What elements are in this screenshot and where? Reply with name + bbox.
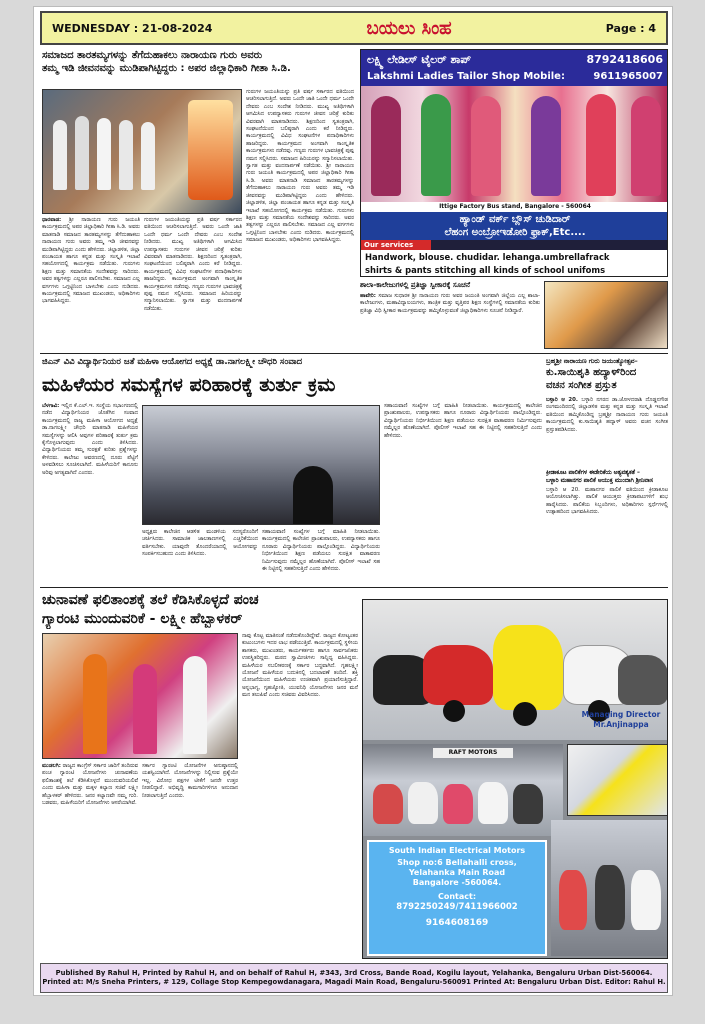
imprint-line2: Printed at: M/s Sneha Printers, # 129, Collage Stop Kempegowdanagara, Magadi Main Road, Bengaluru-560091 Printed At: Bengaluru Urban Dist. Editor: Rahul H. bbox=[42, 978, 666, 986]
article5-body-mid: ಸರ್ಕಾರ ಗ್ಯಾರಂಟಿ ಯೋಜನೆಗಳ ಅನುಷ್ಠಾನದಲ್ಲಿ ಯಶಸ್ವಿಯಾಗಿದೆ. ಯೋಜನೆಗಳನ್ನು ನಿಲ್ಲಿಸುವ ಪ್ರಶ್ನೆಯೇ ಇಲ್ಲ. ವಿರೋಧ ಪಕ್ಷಗಳ ಟೀಕೆಗೆ ಜನರೇ ಉತ್ತರ ನೀಡಲಿದ್ದಾರೆ. ಅಭಿವೃದ್ಧಿ ಕಾಮಗಾರಿಗಳಿಗೂ ಅನುದಾನ ನೀಡಲಾಗುತ್ತಿದೆ ಎಂದರು. bbox=[142, 763, 238, 799]
scooter-lineup-item bbox=[595, 865, 625, 930]
article4-body-left bbox=[42, 403, 138, 581]
article3-headline bbox=[546, 357, 668, 392]
person-figure bbox=[97, 118, 111, 190]
ad2-address-line2: Yelahanka Main Road bbox=[408, 868, 506, 877]
ad2-contact-box bbox=[367, 840, 547, 956]
tailor-ad-title-en: Lakshmi Ladies Tailor Shop Mobile: bbox=[367, 71, 565, 82]
article5-photo bbox=[42, 633, 238, 759]
tailor-ad-services-line1: Handwork, blouse. chudidar. lehanga.umbrellafrack bbox=[365, 252, 610, 262]
article5-dateline: ಮುಡಲಗಿ: bbox=[42, 763, 61, 769]
person-figure bbox=[53, 120, 67, 190]
article1-body-left bbox=[42, 217, 140, 345]
ad2-phone1: 8792250249/7411966002 bbox=[396, 902, 518, 912]
ad2-showroom-photo bbox=[567, 744, 668, 816]
tailor-ad-kn-line2: ಲೆಹಂಗ ಅಂಬ್ರೋಇಡೋರಿ ಫ್ರಾಕ್,Etc.... bbox=[444, 227, 586, 238]
person-figure bbox=[75, 116, 89, 190]
scooter-row-item bbox=[408, 782, 438, 824]
tailor-ad-address: Ittige Factory Bus stand, Bangalore - 560064 bbox=[361, 202, 668, 212]
scooter-yellow bbox=[493, 625, 563, 710]
article1-body-mid bbox=[144, 217, 242, 345]
managing-director-label bbox=[573, 710, 668, 730]
article1-headline-line2: ತಮ್ಮ ಇಡಿ ಜೀವನವನ್ನು ಮುಡಿಪಾಗಿಟ್ಟಿದ್ದರು : ಅಪರ ಜಿಲ್ಲಾಧಿಕಾರಿ ಗೀತಾ ಸಿ.ಡಿ. bbox=[42, 63, 291, 74]
person-figure bbox=[183, 656, 207, 754]
article5-headline-line2: ಗ್ಯಾರಂಟಿ ಮುಂದುವರಿಕೆ - ಲಕ್ಷ್ಮೀ ಹೆಬ್ಬಾಳಕರ್ bbox=[42, 611, 243, 627]
issue-date: WEDNESDAY : 21-08-2024 bbox=[52, 21, 213, 35]
speaker-figure bbox=[293, 466, 333, 525]
model-figure bbox=[421, 94, 451, 196]
article2-body bbox=[360, 293, 540, 349]
article3-dateline: ಬಳ್ಳಾರಿ ಆ 20. bbox=[546, 397, 578, 403]
article3-subbody: ಬಳ್ಳಾರಿ ಆ 20. ಮಹಾನಗರ ಪಾಲಿಕೆ ವತಿಯಿಂದ ಕ್ರೀಡಾಕೂಟ ಆಯೋಜಿಸಲಾಗಿತ್ತು. ಪಾಲಿಕೆ ಆಯುಕ್ತರು ಕ್ರೀಡಾಪಟುಗಳಿಗೆ ಶುಭ ಹಾರೈಸಿದರು. ಪಾಲಿಕೆಯ ಸಿಬ್ಬಂದಿಗಳು, ಅಧಿಕಾರಿಗಳು ಸ್ಪರ್ಧೆಗಳಲ್ಲಿ ಉತ್ಸಾಹದಿಂದ ಭಾಗವಹಿಸಿದರು. bbox=[546, 487, 668, 516]
article2-dateline: ಹಾವೇರಿ: bbox=[360, 293, 376, 299]
article4-dateline: ಬೆಳಗಾವಿ: bbox=[42, 403, 60, 409]
model-figure bbox=[586, 94, 616, 196]
ad2-phone2: 9164608169 bbox=[425, 918, 489, 928]
article5-headline bbox=[42, 591, 357, 629]
tailor-ad-kn-line1: ಹ್ಯಾಂಡ್ ವರ್ಕ್ ಬ್ಲೌಸ್ ಚುಡಿದಾರ್ bbox=[459, 214, 571, 225]
model-figure bbox=[471, 96, 501, 196]
article1-body-right-text: ಗುರುಗಳ ಜಯಂತಿಯನ್ನು ಪ್ರತಿ ವರ್ಷ ಸರ್ಕಾರದ ವತಿಯಿಂದ ಆಚರಿಸಲಾಗುತ್ತಿದೆ. ಅವರು ಒಂದೇ ಜಾತಿ ಒಂದೇ ಧರ್ಮ ಒಂದೇ ದೇವರು ಎಂಬ ಸಂದೇಶ ನೀಡಿದರು. ಮುಖ್ಯ ಅತಿಥಿಗಳಾಗಿ ಆಗಮಿಸಿದ ಉಪನ್ಯಾಸಕರು ಗುರುಗಳ ಜೀವನ ಚರಿತ್ರೆ ಕುರಿತು ವಿವರವಾಗಿ ಮಾತನಾಡಿದರು. ಶಿಕ್ಷಣದಿಂದ ಸ್ವತಂತ್ರರಾಗಿ, ಸಂಘಟನೆಯಿಂದ ಬಲಿಷ್ಠರಾಗಿ ಎಂದು ಕರೆ ನೀಡಿದ್ದರು. ಕಾರ್ಯಕ್ರಮದಲ್ಲಿ ವಿವಿಧ ಸಂಘಟನೆಗಳ ಪದಾಧಿಕಾರಿಗಳು ಹಾಜರಿದ್ದರು. ಕಾರ್ಯಕ್ರಮದ ಅಂಗವಾಗಿ ಸಾಂಸ್ಕೃತಿಕ ಕಾರ್ಯಕ್ರಮಗಳು ನಡೆದವು. ಗಣ್ಯರು ಗುರುಗಳ ಭಾವಚಿತ್ರಕ್ಕೆ ಪುಷ್ಪ ನಮನ ಸಲ್ಲಿಸಿದರು. ಸಮಾಜದ ಹಿರಿಯರನ್ನು ಸನ್ಮಾನಿಸಲಾಯಿತು. ಸ್ವಾಗತ ಮತ್ತು ವಂದನಾರ್ಪಣೆ ನಡೆಯಿತು. bbox=[246, 89, 354, 170]
ad2-address-line1: Shop no:6 Bellahalli cross, bbox=[397, 858, 517, 867]
ad2-contact-label: Contact: bbox=[437, 892, 477, 901]
ad2-store-photo bbox=[363, 744, 563, 836]
tailor-ad-phone1: 8792418606 bbox=[586, 53, 663, 66]
article3-subheadline bbox=[546, 469, 668, 485]
swamiji-figure bbox=[83, 654, 107, 754]
section-divider bbox=[40, 587, 668, 588]
article3-headline-line2: ಕು.ಸಾಯಿಶೃತಿ ಹದ್ಯಾಳ್‌ರಿಂದ bbox=[546, 367, 637, 378]
ad2-address-line3: Bangalore -560064. bbox=[412, 878, 502, 887]
newspaper-title: ಬಯಲು ಸಿಂಹ bbox=[366, 17, 452, 39]
scooter-row-item bbox=[443, 784, 473, 824]
article1-body-left-text: ಶ್ರೀ ನಾರಾಯಣ ಗುರು ಜಯಂತಿ ಕಾರ್ಯಕ್ರಮದಲ್ಲಿ ಅಪರ ಜಿಲ್ಲಾಧಿಕಾರಿ ಗೀತಾ ಸಿ.ಡಿ. ಅವರು ಮಾತನಾಡಿ ಸಮಾಜದ ತಾರತಮ್ಯಗಳನ್ನು ತೆಗೆದುಹಾಕಲು ನಾರಾಯಣ ಗುರು ಅವರು ತಮ್ಮ ಇಡಿ ಜೀವನವನ್ನು ಮುಡಿಪಾಗಿಟ್ಟಿದ್ದರು ಎಂದು ಹೇಳಿದರು. ಜಿಲ್ಲಾಡಳಿತ, ಜಿಲ್ಲಾ ಪಂಚಾಯತ ಹಾಗೂ ಕನ್ನಡ ಮತ್ತು ಸಂಸ್ಕೃತಿ ಇಲಾಖೆ ಸಹಯೋಗದಲ್ಲಿ ಕಾರ್ಯಕ್ರಮ ನಡೆಯಿತು. ಗುರುಗಳು ಶಿಕ್ಷಣ ಮತ್ತು ಸಮಾನತೆಯ ಸಂದೇಶವನ್ನು ಸಾರಿದರು. ಅವರ ತತ್ವಗಳನ್ನು ಎಲ್ಲರೂ ಪಾಲಿಸಬೇಕು. ಸಮಾಜದ ಎಲ್ಲ ವರ್ಗಗಳು ಒಗ್ಗಟ್ಟಿನಿಂದ ಬಾಳಬೇಕು ಎಂದು ನುಡಿದರು. ಕಾರ್ಯಕ್ರಮದಲ್ಲಿ ಸಮಾಜದ ಮುಖಂಡರು, ಅಧಿಕಾರಿಗಳು ಭಾಗವಹಿಸಿದ್ದರು. bbox=[42, 217, 140, 305]
article4-headline: ಮಹಿಳೆಯರ ಸಮಸ್ಯೆಗಳ ಪರಿಹಾರಕ್ಕೆ ತುರ್ತು ಕ್ರಮ bbox=[42, 374, 336, 396]
ad2-hero-photo bbox=[363, 600, 668, 740]
article3-subheadline-line2: ಬಳ್ಳಾರಿ ಮಹಾನಗರ ಪಾಲಿಕೆ ಆಯುಕ್ತ ಮುಂದಾಗಿ ಶ್ರೀನಿವಾಸ bbox=[546, 478, 653, 484]
md-label-line1: Managing Director bbox=[581, 710, 661, 719]
article1-headline bbox=[42, 49, 357, 75]
article4-kicker: ಜಿಎನ್ ವಿವಿ ವಿದ್ಯಾರ್ಥಿನಿಯರ ಜತೆ ಮಹಿಳಾ ಆಯೋಗದ ಅಧ್ಯಕ್ಷೆ ಡಾ.ನಾಗಲಕ್ಷ್ಮೀ ಚೌಧರಿ ಸಂವಾದ bbox=[42, 357, 303, 367]
article1-headline-line1: ಸಮಾಜದ ತಾರತಮ್ಯಗಳನ್ನು ತೆಗೆದುಹಾಕಲು ನಾರಾಯಣ ಗುರು ಅವರು bbox=[42, 50, 263, 61]
article1-photo bbox=[42, 89, 242, 214]
tailor-ad-kn-services bbox=[361, 212, 668, 240]
scooter-grey bbox=[618, 655, 668, 705]
model-figure bbox=[631, 96, 661, 196]
tailor-ad-services-label: Our services bbox=[361, 240, 431, 250]
tailor-ad-english-bar bbox=[361, 70, 668, 86]
tailor-ad-photo-strip bbox=[361, 86, 668, 204]
ad2-shop-name: South Indian Electrical Motors bbox=[388, 846, 526, 855]
md-label-line2: Mr.Anjinappa bbox=[593, 720, 649, 729]
article4-body-mid2: ಸಹಾಯವಾಣಿ ಸಂಖ್ಯೆಗಳ ಬಗ್ಗೆ ಮಾಹಿತಿ ನೀಡಲಾಯಿತು. ಕಾರ್ಯಕ್ರಮದಲ್ಲಿ ಕಾಲೇಜಿನ ಪ್ರಾಂಶುಪಾಲರು, ಉಪನ್ಯಾಸಕರು ಹಾಗೂ ನೂರಾರು ವಿದ್ಯಾರ್ಥಿನಿಯರು ಪಾಲ್ಗೊಂಡಿದ್ದರು. ವಿದ್ಯಾರ್ಥಿನಿಯರು ನಿರ್ಭೀತಿಯಿಂದ ಶಿಕ್ಷಣ ಪಡೆಯಲು ಸುರಕ್ಷಿತ ವಾತಾವರಣ ನಿರ್ಮಿಸುವುದು ನಮ್ಮೆಲ್ಲರ ಹೊಣೆಯಾಗಿದೆ. ಪೊಲೀಸ್ ಇಲಾಖೆ ಸಹ ಈ ನಿಟ್ಟಿನಲ್ಲಿ ಸಹಕರಿಸುತ್ತಿದೆ ಎಂದು ಹೇಳಿದರು. bbox=[262, 529, 380, 573]
tailor-ad-title-bar bbox=[361, 50, 668, 70]
article3-body-text: ಬಳ್ಳಾರಿ ನಗರದ ಡಾ.ಜೋಳದರಾಶಿ ದೊಡ್ಡನಗೌಡ ರಂಗಮಂದಿರದಲ್ಲಿ ಜಿಲ್ಲಾಡಳಿತ ಮತ್ತು ಕನ್ನಡ ಮತ್ತು ಸಂಸ್ಕೃತಿ ಇಲಾಖೆ ವತಿಯಿಂದ ಹಮ್ಮಿಕೊಂಡಿದ್ದ ಬ್ರಹ್ಮಶ್ರೀ ನಾರಾಯಣ ಗುರು ಜಯಂತಿ ಕಾರ್ಯಕ್ರಮದಲ್ಲಿ ಕು.ಸಾಯಿಶೃತಿ ಹದ್ಯಾಳ್ ಅವರು ವಚನ ಸಂಗೀತ ಪ್ರಸ್ತುತಪಡಿಸಿದರು. bbox=[546, 397, 668, 433]
article5-body-right: ನಾವು ಕೊಟ್ಟ ಮಾತಿನಂತೆ ನಡೆದುಕೊಂಡಿದ್ದೇವೆ. ರಾಜ್ಯದ ಕೋಟ್ಯಂತರ ಕುಟುಂಬಗಳು ಇದರ ಲಾಭ ಪಡೆಯುತ್ತಿವೆ. ಕಾರ್ಯಕ್ರಮದಲ್ಲಿ ಸ್ಥಳೀಯ ಶಾಸಕರು, ಮುಖಂಡರು, ಕಾರ್ಯಕರ್ತರು ಹಾಗೂ ಸಾರ್ವಜನಿಕರು ಉಪಸ್ಥಿತರಿದ್ದರು. ಮಠದ ಸ್ವಾಮೀಜಿಗಳು ಸಾನ್ನಿಧ್ಯ ವಹಿಸಿದ್ದರು. ಮಹಿಳೆಯರ ಸಬಲೀಕರಣಕ್ಕೆ ಸರ್ಕಾರ ಬದ್ಧವಾಗಿದೆ. ಗೃಹಲಕ್ಷ್ಮೀ ಯೋಜನೆ ಮಹಿಳೆಯರ ಬದುಕಿನಲ್ಲಿ ಬದಲಾವಣೆ ತಂದಿದೆ. ಶಕ್ತಿ ಯೋಜನೆಯಿಂದ ಮಹಿಳೆಯರು ಉಚಿತವಾಗಿ ಪ್ರಯಾಣಿಸುತ್ತಿದ್ದಾರೆ. ಅನ್ನಭಾಗ್ಯ, ಗೃಹಜ್ಯೋತಿ, ಯುವನಿಧಿ ಯೋಜನೆಗಳು ಜನರ ಮನೆ ಮನ ತಲುಪಿವೆ ಎಂದು ಸಚಿವರು ವಿವರಿಸಿದರು. bbox=[242, 633, 358, 699]
tailor-ad-services-en bbox=[361, 250, 668, 277]
article2-photo bbox=[544, 281, 668, 349]
article1-dateline: ಧಾರವಾಡ: bbox=[42, 217, 62, 223]
portrait-frame bbox=[188, 100, 233, 200]
scooter-lineup-item bbox=[631, 870, 661, 930]
masthead bbox=[40, 11, 668, 45]
person-figure bbox=[141, 122, 155, 190]
wheel bbox=[443, 700, 465, 722]
article2-body-text: ಸಮಾಜ ಸುಧಾರಕ ಶ್ರೀ ನಾರಾಯಣ ಗುರು ಅವರ ಜಯಂತಿ ಅಂಗವಾಗಿ ಜಿಲ್ಲೆಯ ಎಲ್ಲ ಶಾಲಾ-ಕಾಲೇಜುಗಳು, ಮಹಾವಿದ್ಯಾಲಯಗಳು, ತಾಂತ್ರಿಕ ಮತ್ತು ವೃತ್ತಿಪರ ಶಿಕ್ಷಣ ಸಂಸ್ಥೆಗಳಲ್ಲಿ ಸಮಾನತೆಯ ಕುರಿತು ಪ್ರತಿಜ್ಞಾ ವಿಧಿ ಸ್ವೀಕಾರ ಕಾರ್ಯಕ್ರಮವನ್ನು ಹಮ್ಮಿಕೊಳ್ಳುವಂತೆ ಜಿಲ್ಲಾಧಿಕಾರಿಗಳು ಸೂಚನೆ ನೀಡಿದ್ದಾರೆ. bbox=[360, 293, 540, 314]
scooter-lineup-item bbox=[559, 870, 587, 930]
article3-headline-line3: ವಚನ ಸಂಗೀತ ಪ್ರಸ್ತುತ bbox=[546, 380, 617, 391]
article2-headline: ಶಾಲಾ-ಕಾಲೇಜುಗಳಲ್ಲಿ ಪ್ರತಿಜ್ಞಾ ಸ್ವೀಕಾರಕ್ಕೆ ಸೂಚನೆ bbox=[360, 281, 470, 289]
article4-body-left-text: ಇಲ್ಲಿನ ಕೆ.ಎಲ್.ಇ. ಸಂಸ್ಥೆಯ ಸಭಾಂಗಣದಲ್ಲಿ ನಡೆದ ವಿದ್ಯಾರ್ಥಿನಿಯರ ಜೊತೆಗಿನ ಸಂವಾದ ಕಾರ್ಯಕ್ರಮದಲ್ಲಿ ರಾಜ್ಯ ಮಹಿಳಾ ಆಯೋಗದ ಅಧ್ಯಕ್ಷೆ ಡಾ.ನಾಗಲಕ್ಷ್ಮೀ ಚೌಧರಿ ಮಾತನಾಡಿ ಮಹಿಳೆಯರ ಸಮಸ್ಯೆಗಳನ್ನು ಆಲಿಸಿ ಅವುಗಳ ಪರಿಹಾರಕ್ಕೆ ತುರ್ತು ಕ್ರಮ ಕೈಗೊಳ್ಳಲಾಗುವುದು ಎಂದು ತಿಳಿಸಿದರು. ವಿದ್ಯಾರ್ಥಿನಿಯರು ತಮ್ಮ ಸುರಕ್ಷತೆ ಕುರಿತು ಪ್ರಶ್ನೆಗಳನ್ನು ಕೇಳಿದರು. ಕಾಲೇಜು ಆವರಣದಲ್ಲಿ ದೂರು ಪೆಟ್ಟಿಗೆ ಅಳವಡಿಸಲು ಸೂಚಿಸಲಾಗಿದೆ. ಮಹಿಳೆಯರಿಗೆ ಕಾನೂನು ಅರಿವು ಅಗತ್ಯವಾಗಿದೆ ಎಂದರು. bbox=[42, 403, 138, 476]
tailor-ad-services-line2: shirts & pants stitching all kinds of school unifoms bbox=[365, 265, 606, 275]
article1-body-mid-text: ಗುರುಗಳ ಜಯಂತಿಯನ್ನು ಪ್ರತಿ ವರ್ಷ ಸರ್ಕಾರದ ವತಿಯಿಂದ ಆಚರಿಸಲಾಗುತ್ತಿದೆ. ಅವರು ಒಂದೇ ಜಾತಿ ಒಂದೇ ಧರ್ಮ ಒಂದೇ ದೇವರು ಎಂಬ ಸಂದೇಶ ನೀಡಿದರು. ಮುಖ್ಯ ಅತಿಥಿಗಳಾಗಿ ಆಗಮಿಸಿದ ಉಪನ್ಯಾಸಕರು ಗುರುಗಳ ಜೀವನ ಚರಿತ್ರೆ ಕುರಿತು ವಿವರವಾಗಿ ಮಾತನಾಡಿದರು. ಶಿಕ್ಷಣದಿಂದ ಸ್ವತಂತ್ರರಾಗಿ, ಸಂಘಟನೆಯಿಂದ ಬಲಿಷ್ಠರಾಗಿ ಎಂದು ಕರೆ ನೀಡಿದ್ದರು. ಕಾರ್ಯಕ್ರಮದಲ್ಲಿ ವಿವಿಧ ಸಂಘಟನೆಗಳ ಪದಾಧಿಕಾರಿಗಳು ಹಾಜರಿದ್ದರು. ಕಾರ್ಯಕ್ರಮದ ಅಂಗವಾಗಿ ಸಾಂಸ್ಕೃತಿಕ ಕಾರ್ಯಕ್ರಮಗಳು ನಡೆದವು. ಗಣ್ಯರು ಗುರುಗಳ ಭಾವಚಿತ್ರಕ್ಕೆ ಪುಷ್ಪ ನಮನ ಸಲ್ಲಿಸಿದರು. ಸಮಾಜದ ಹಿರಿಯರನ್ನು ಸನ್ಮಾನಿಸಲಾಯಿತು. ಸ್ವಾಗತ ಮತ್ತು ವಂದನಾರ್ಪಣೆ ನಡೆಯಿತು. bbox=[144, 217, 242, 312]
ad2-scooter-lineup-photo bbox=[551, 820, 668, 956]
scooter-row-item bbox=[478, 782, 508, 824]
tailor-ad-phone2: 9611965007 bbox=[593, 71, 663, 82]
person-figure bbox=[119, 120, 133, 190]
tailor-ad-title: ಲಕ್ಷ್ಮಿ ಲೇಡೀಸ್ ಟೈಲರ್ ಶಾಪ್ bbox=[367, 53, 472, 66]
article4-photo bbox=[142, 405, 380, 525]
electric-motors-ad bbox=[362, 599, 668, 959]
article3-body bbox=[546, 397, 668, 465]
article4-body-mid: ಅಧ್ಯಕ್ಷರು ಕಾಲೇಜಿನ ಆಡಳಿತ ಮಂಡಳಿಯ ಸದಸ್ಯರೊಂದಿಗೆ ಚರ್ಚಿಸಿದರು. ಸಾಮಾಜಿಕ ಜಾಲತಾಣಗಳಲ್ಲಿ ಎಚ್ಚರಿಕೆಯಿಂದ ವರ್ತಿಸಬೇಕು. ಯಾವುದೇ ತೊಂದರೆಯಾದಲ್ಲಿ ಆಯೋಗವನ್ನು ಸಂಪರ್ಕಿಸಬಹುದು ಎಂದು ತಿಳಿಸಿದರು. bbox=[142, 529, 258, 558]
minister-figure bbox=[133, 664, 157, 754]
model-figure bbox=[371, 96, 401, 196]
article5-body-left-text: ರಾಜ್ಯದ ಕಾಂಗ್ರೆಸ್ ಸರ್ಕಾರ ಜಾರಿಗೆ ತಂದಿರುವ ಪಂಚ ಗ್ಯಾರಂಟಿ ಯೋಜನೆಗಳು ಚುನಾವಣೆಯ ಫಲಿತಾಂಶಕ್ಕೆ ತಲೆ ಕೆಡಿಸಿಕೊಳ್ಳದೆ ಮುಂದುವರಿಯಲಿವೆ ಎಂದು ಮಹಿಳಾ ಮತ್ತು ಮಕ್ಕಳ ಕಲ್ಯಾಣ ಸಚಿವೆ ಲಕ್ಷ್ಮೀ ಹೆಬ್ಬಾಳಕರ್ ಹೇಳಿದರು. ಜನರ ಕಲ್ಯಾಣವೇ ನಮ್ಮ ಗುರಿ. ಬಡವರು, ಮಹಿಳೆಯರಿಗೆ ಯೋಜನೆಗಳು ಆಸರೆಯಾಗಿವೆ. bbox=[42, 763, 138, 807]
store-sign: RAFT MOTORS bbox=[433, 748, 513, 758]
article4-body-right: ಸಹಾಯವಾಣಿ ಸಂಖ್ಯೆಗಳ ಬಗ್ಗೆ ಮಾಹಿತಿ ನೀಡಲಾಯಿತು. ಕಾರ್ಯಕ್ರಮದಲ್ಲಿ ಕಾಲೇಜಿನ ಪ್ರಾಂಶುಪಾಲರು, ಉಪನ್ಯಾಸಕರು ಹಾಗೂ ನೂರಾರು ವಿದ್ಯಾರ್ಥಿನಿಯರು ಪಾಲ್ಗೊಂಡಿದ್ದರು. ವಿದ್ಯಾರ್ಥಿನಿಯರು ನಿರ್ಭೀತಿಯಿಂದ ಶಿಕ್ಷಣ ಪಡೆಯಲು ಸುರಕ್ಷಿತ ವಾತಾವರಣ ನಿರ್ಮಿಸುವುದು ನಮ್ಮೆಲ್ಲರ ಹೊಣೆಯಾಗಿದೆ. ಪೊಲೀಸ್ ಇಲಾಖೆ ಸಹ ಈ ನಿಟ್ಟಿನಲ್ಲಿ ಸಹಕರಿಸುತ್ತಿದೆ ಎಂದು ಹೇಳಿದರು. bbox=[384, 403, 542, 439]
article3-headline-line1: ಬ್ರಹ್ಮಶ್ರೀ ನಾರಾಯಣ ಗುರು ಜಯಂತ್ಯೋತ್ಸವ– bbox=[546, 357, 638, 365]
article5-body-left bbox=[42, 763, 138, 959]
page-number: Page : 4 bbox=[605, 21, 656, 35]
newspaper-page bbox=[33, 6, 673, 996]
scooter-row-item bbox=[373, 784, 403, 824]
article1-body-right-text-cont: ಶ್ರೀ ನಾರಾಯಣ ಗುರು ಜಯಂತಿ ಕಾರ್ಯಕ್ರಮದಲ್ಲಿ ಅಪರ ಜಿಲ್ಲಾಧಿಕಾರಿ ಗೀತಾ ಸಿ.ಡಿ. ಅವರು ಮಾತನಾಡಿ ಸಮಾಜದ ತಾರತಮ್ಯಗಳನ್ನು ತೆಗೆದುಹಾಕಲು ನಾರಾಯಣ ಗುರು ಅವರು ತಮ್ಮ ಇಡಿ ಜೀವನವನ್ನು ಮುಡಿಪಾಗಿಟ್ಟಿದ್ದರು ಎಂದು ಹೇಳಿದರು. ಜಿಲ್ಲಾಡಳಿತ, ಜಿಲ್ಲಾ ಪಂಚಾಯತ ಹಾಗೂ ಕನ್ನಡ ಮತ್ತು ಸಂಸ್ಕೃತಿ ಇಲಾಖೆ ಸಹಯೋಗದಲ್ಲಿ ಕಾರ್ಯಕ್ರಮ ನಡೆಯಿತು. ಗುರುಗಳು ಶಿಕ್ಷಣ ಮತ್ತು ಸಮಾನತೆಯ ಸಂದೇಶವನ್ನು ಸಾರಿದರು. ಅವರ ತತ್ವಗಳನ್ನು ಎಲ್ಲರೂ ಪಾಲಿಸಬೇಕು. ಸಮಾಜದ ಎಲ್ಲ ವರ್ಗಗಳು ಒಗ್ಗಟ್ಟಿನಿಂದ ಬಾಳಬೇಕು ಎಂದು ನುಡಿದರು. ಕಾರ್ಯಕ್ರಮದಲ್ಲಿ ಸಮಾಜದ ಮುಖಂಡರು, ಅಧಿಕಾರಿಗಳು ಭಾಗವಹಿಸಿದ್ದರು. bbox=[246, 163, 354, 244]
scooter-red bbox=[423, 645, 493, 705]
wheel bbox=[513, 702, 537, 726]
model-figure bbox=[531, 96, 561, 196]
imprint-footer bbox=[40, 963, 668, 993]
article1-body-right bbox=[246, 89, 354, 345]
section-divider bbox=[40, 353, 668, 354]
imprint-line1: Published By Rahul H, Printed by Rahul H, and on behalf of Rahul H, #343, 3rd Cross, Bande Road, Kogilu layout, Yelahanka, Bengaluru Urban Dist-560064. bbox=[55, 969, 653, 977]
tailor-shop-ad bbox=[360, 49, 668, 277]
article3-subheadline-line1: ಕ್ರೀಡಾಕೂಟ ಪಾಲಿಕೆಗಳ ಈಡೇರಿಕೆಯ ಅತ್ಯವಶ್ಯಕತೆ – bbox=[546, 470, 640, 476]
scooter-row-item bbox=[513, 784, 543, 824]
article5-headline-line1: ಚುನಾವಣೆ ಫಲಿತಾಂಶಕ್ಕೆ ತಲೆ ಕೆಡಿಸಿಕೊಳ್ಳದೆ ಪಂಚ bbox=[42, 592, 259, 608]
